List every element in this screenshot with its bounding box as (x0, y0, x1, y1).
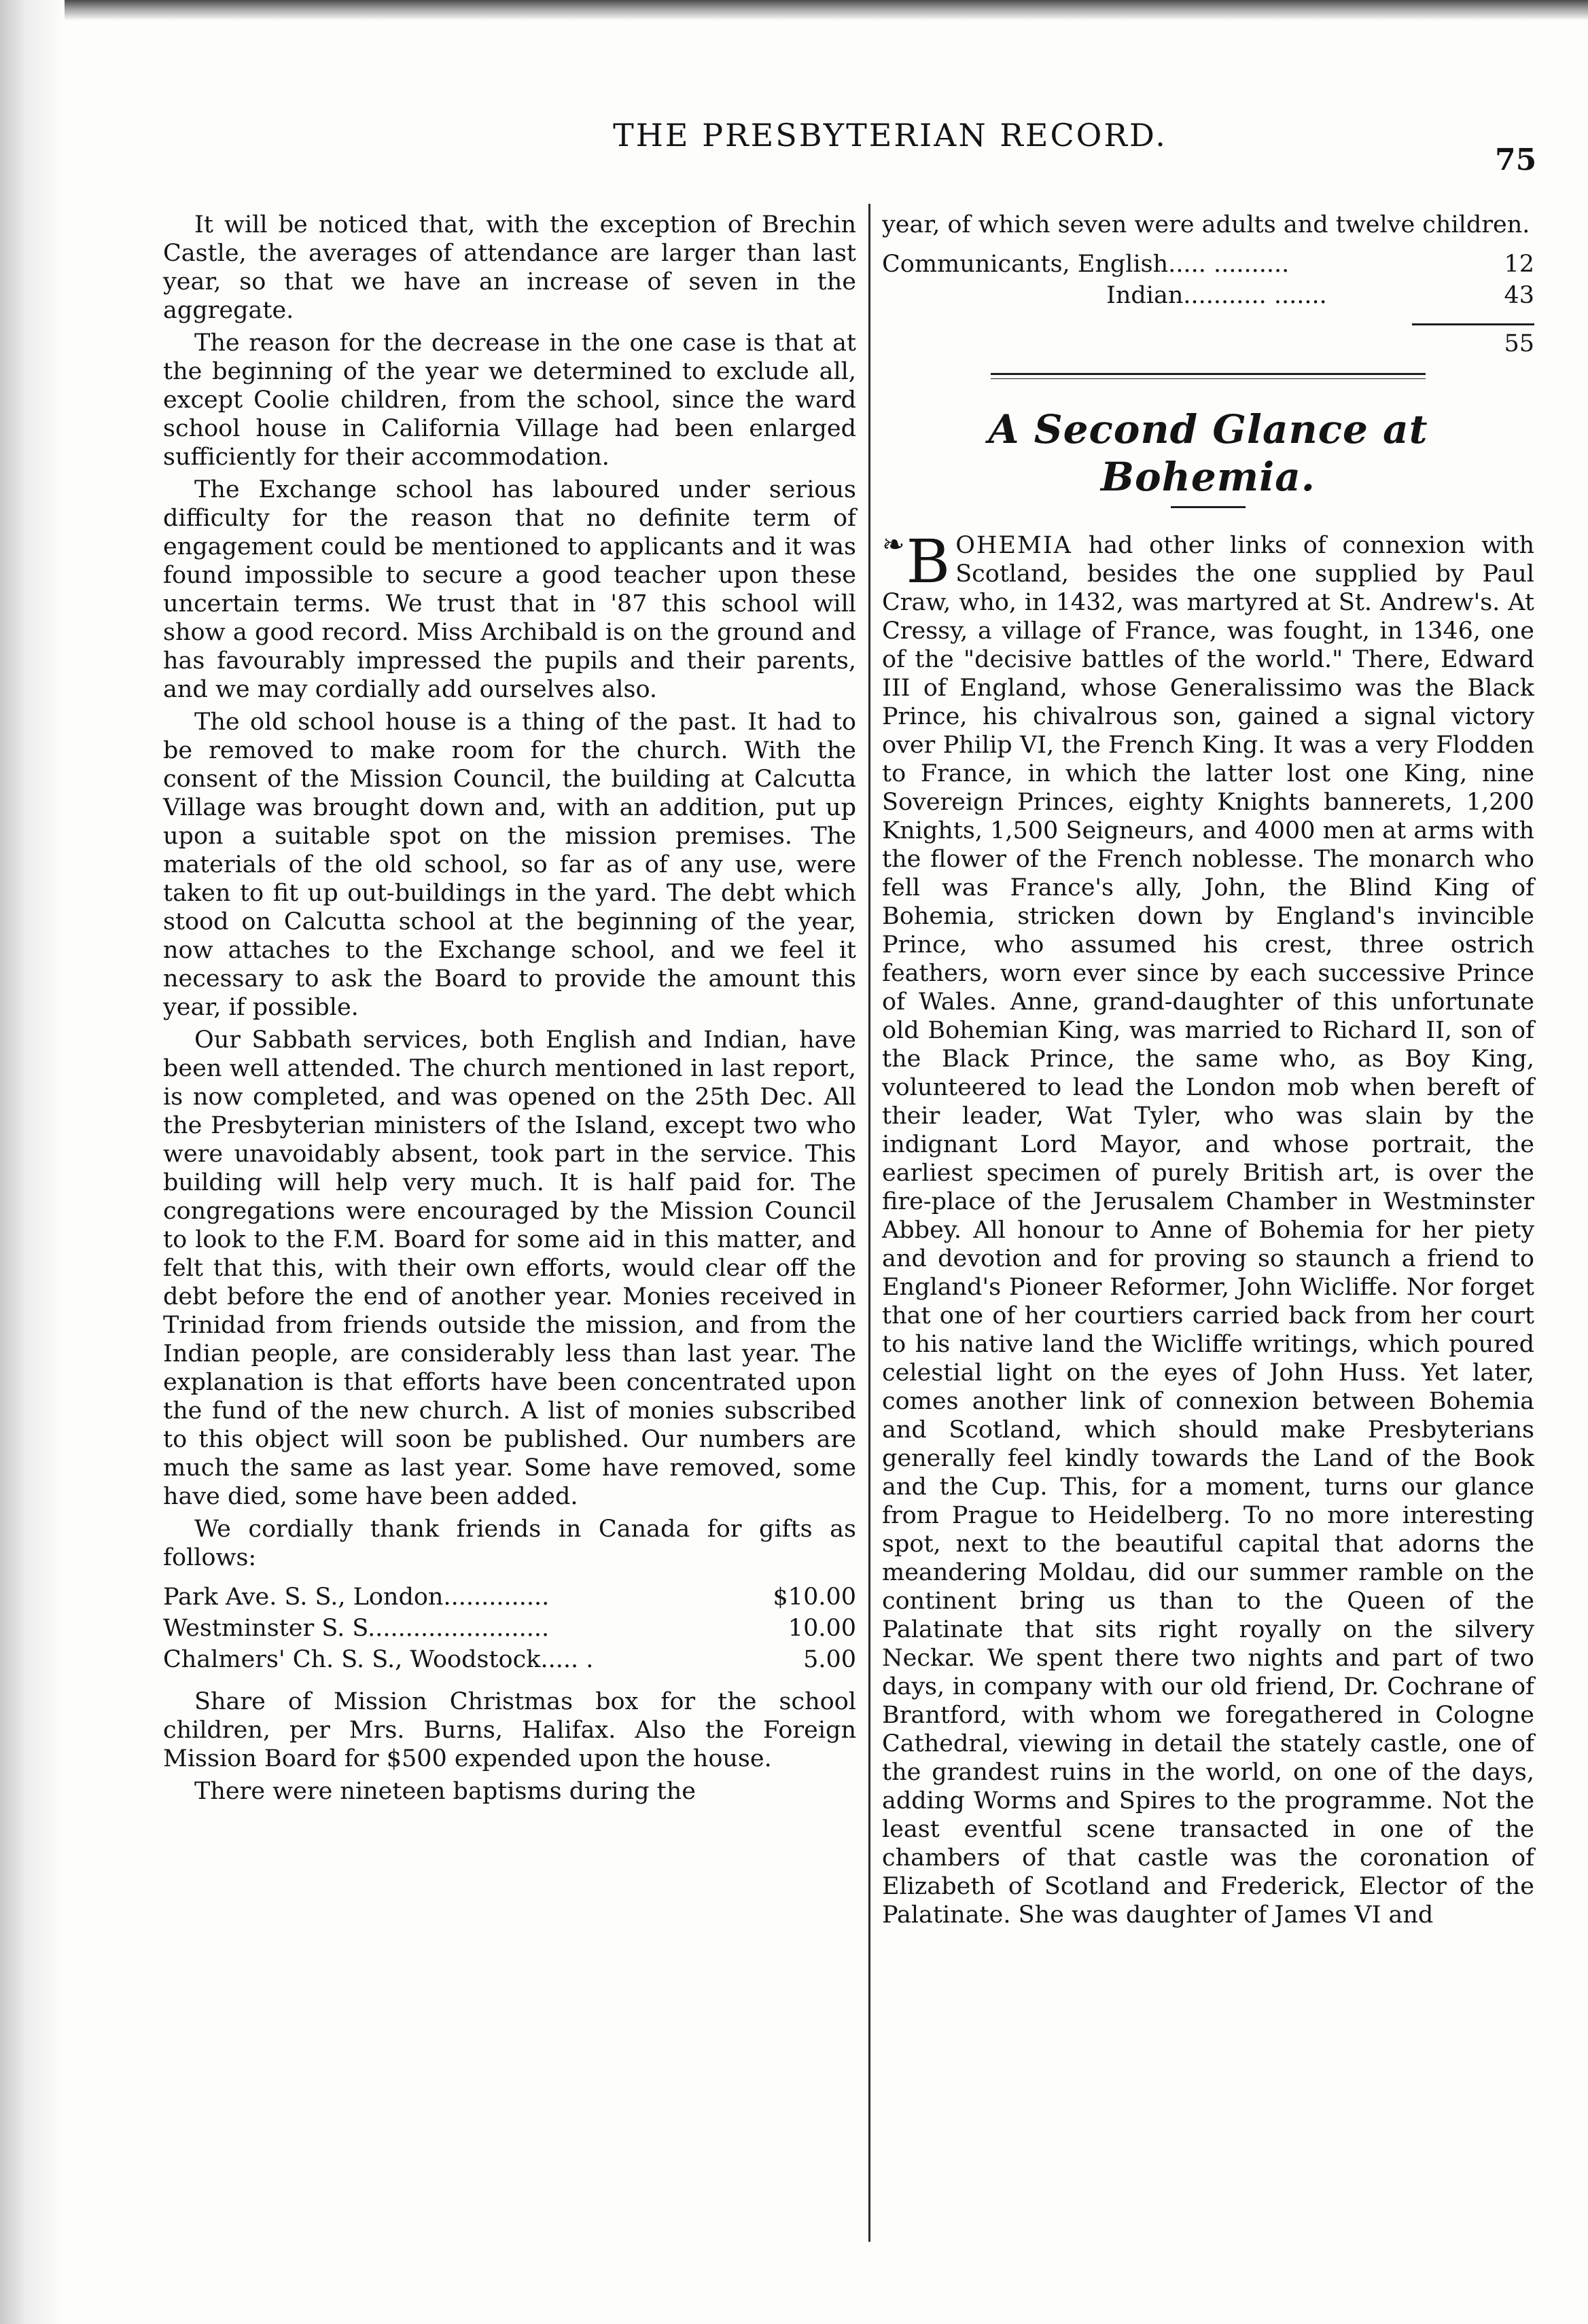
article-body: had other links of connexion with Scotland, besides the one supplied by Paul Craw, who, in 1432, was martyred at St. Andrew's. At Cressy, a village of France, was fought, in 1346, one of the "decisive battles of the world." There, Edward III of England, whose Generalissimo was the Black Prince, his chivalrous son, gained a signal victory over Philip VI, the French King. It was a very Flodden to France, in which the latter lost one King, nine Sovereign Princes, eighty Knights bannerets, 1,200 Knights, 1,500 Seigneurs, and 4000 men at arms with the flower of the French noblesse. The monarch who fell was France's ally, John, the Blind King of Bohemia, stricken down by England's invincible Prince, who assumed his crest, three ostrich feathers, worn ever since by each successive Prince of Wales. Anne, grand-daughter of this unfortunate old Bohemian King, was married to Richard II, son of the Black Prince, the same who, as Boy King, volunteered to lead the London mob when bereft of their leader, Wat Tyler, who was slain by the indignant Lord Mayor, and whose portrait, the earliest specimen of purely British art, is over the fire-place of the Jerusalem Chamber in Westminster Abbey. All honour to Anne of Bohemia for her piety and devotion and for proving so staunch a friend to England's Pioneer Reformer, John Wicliffe. Nor forget that one of her courtiers carried back from her court to his native land the Wicliffe writings, which poured celestial light on the eyes of John Huss. Yet later, comes another link of connexion between Bohemia and Scotland, which should make Presbyterians generally feel kindly towards the Land of the Book and the Cup. This, for a moment, turns our glance from Prague to Heidelberg. To no more interesting spot, next to the beautiful capital that adorns the meandering Moldau, did our summer ramble on the continent bring us than to the Queen of the Palatinate that sits right royally on the silvery Neckar. We spent there two nights and part of two days, in company with our old friend, Dr. Cochrane of Brantford, with whom we foregathered in Cologne Cathedral, viewing in detail the stately castle, one of the grandest ruins in the world, on one of the days, adding Worms and Spires to the programme. Not the least eventful scene transacted in one of the chambers of that castle was the coronation of Elizabeth of Scotland and Frederick, Elector of the Palatinate. She was daughter of James VI and (882, 532, 1534, 1929)
left-paragraph-1: It will be noticed that, with the exception of Brechin Castle, the averages of attendance are larger than last year, so that we have an increase of seven in the aggregate. (163, 211, 856, 324)
page-number: 75 (1495, 143, 1537, 177)
article-title: A Second Glance at Bohemia. (988, 406, 1428, 500)
article-paragraph-1 (882, 526, 1534, 1929)
left-paragraph-3: The Exchange school has laboured under serious difficulty for the reason that no definite term of engagement could be mentioned to applicants and it was found impossible to secure a good teacher upon these uncertain terms. We trust that in '87 this school will show a good record. Miss Archibald is on the ground and has favourably impressed the pupils and their parents, and we may cordially add ourselves also. (163, 476, 856, 703)
gift-amount: 10.00 (788, 1615, 856, 1642)
left-closing-paragraph-2: There were nineteen baptisms during the (194, 1778, 696, 1805)
first-word: OHEMIA (955, 532, 1072, 560)
section-divider (991, 373, 1426, 379)
dropcap: B (906, 526, 951, 597)
communicants-table (882, 249, 1534, 311)
column-divider (868, 204, 870, 2242)
right-column (882, 211, 1534, 1933)
gift-amount: $10.00 (773, 1584, 856, 1611)
left-paragraph-6: We cordially thank friends in Canada for gifts as follows: (163, 1516, 856, 1571)
scan-top-edge (0, 0, 1588, 20)
left-paragraph-4: The old school house is a thing of the past. It had to be removed to make room for the church. With the consent of the Mission Council, the building at Calcutta Village was brought down and, with an addition, put up upon a suitable spot on the mission premises. The materials of the old school, so far as of any use, were taken to fit up out-buildings in the yard. The debt which stood on Calcutta school at the beginning of the year, now attaches to the Exchange school, and we feel it necessary to ask the Board to provide the amount this year, if possible. (163, 709, 856, 1021)
gift-donor: Park Ave. S. S., London.............. (163, 1584, 550, 1611)
running-title: THE PRESBYTERIAN RECORD. (613, 117, 1167, 154)
gift-row (163, 1644, 856, 1675)
gift-row (163, 1613, 856, 1644)
left-paragraph-2: The reason for the decrease in the one case is that at the beginning of the year we determined to exclude all, except Coolie children, from the school, since the ward school house in California Village had been enlarged sufficiently for their accommodation. (163, 329, 856, 471)
left-column (163, 211, 856, 1810)
gift-amount: 5.00 (803, 1646, 856, 1673)
title-rule (1171, 506, 1246, 508)
communicants-label: Indian........... ....... (1106, 282, 1327, 309)
communicants-row (882, 249, 1534, 280)
dropcap-ornament-icon: ❧ (882, 529, 905, 561)
communicants-row (882, 280, 1534, 311)
gifts-table (163, 1581, 856, 1675)
gift-donor: Westminster S. S........................ (163, 1615, 550, 1642)
scan-left-edge (0, 0, 65, 2324)
gift-donor: Chalmers' Ch. S. S., Woodstock..... . (163, 1646, 594, 1673)
communicants-value: 12 (1504, 251, 1534, 278)
left-paragraph-5: Our Sabbath services, both English and Indian, have been well attended. The church mentioned in last report, is now completed, and was opened on the 25th Dec. All the Presbyterian ministers of the Island, except two who were unavoidably absent, took part in the service. This building will help very much. It is half paid for. The congregations were encouraged by the Mission Council to look to the F.M. Board for some aid in this matter, and felt that this, with their own efforts, would clear off the debt before the end of another year. Monies received in Trinidad from friends outside the mission, and from the Indian people, are considerably less than last year. The explanation is that efforts have been concentrated upon the fund of the new church. A list of monies subscribed to this object will soon be published. Our numbers are much the same as last year. Some have removed, some have died, some have been added. (163, 1026, 856, 1510)
gift-row (163, 1581, 856, 1613)
communicants-value: 43 (1504, 282, 1534, 309)
communicants-total: 55 (1504, 330, 1534, 357)
communicants-label: Communicants, English..... .......... (882, 251, 1290, 278)
total-rule (1412, 323, 1534, 325)
right-continuation: year, of which seven were adults and twelve children. (882, 211, 1530, 238)
left-closing-paragraph-1: Share of Mission Christmas box for the school children, per Mrs. Burns, Halifax. Also the Foreign Mission Board for $500 expended upon the house. (163, 1688, 856, 1772)
